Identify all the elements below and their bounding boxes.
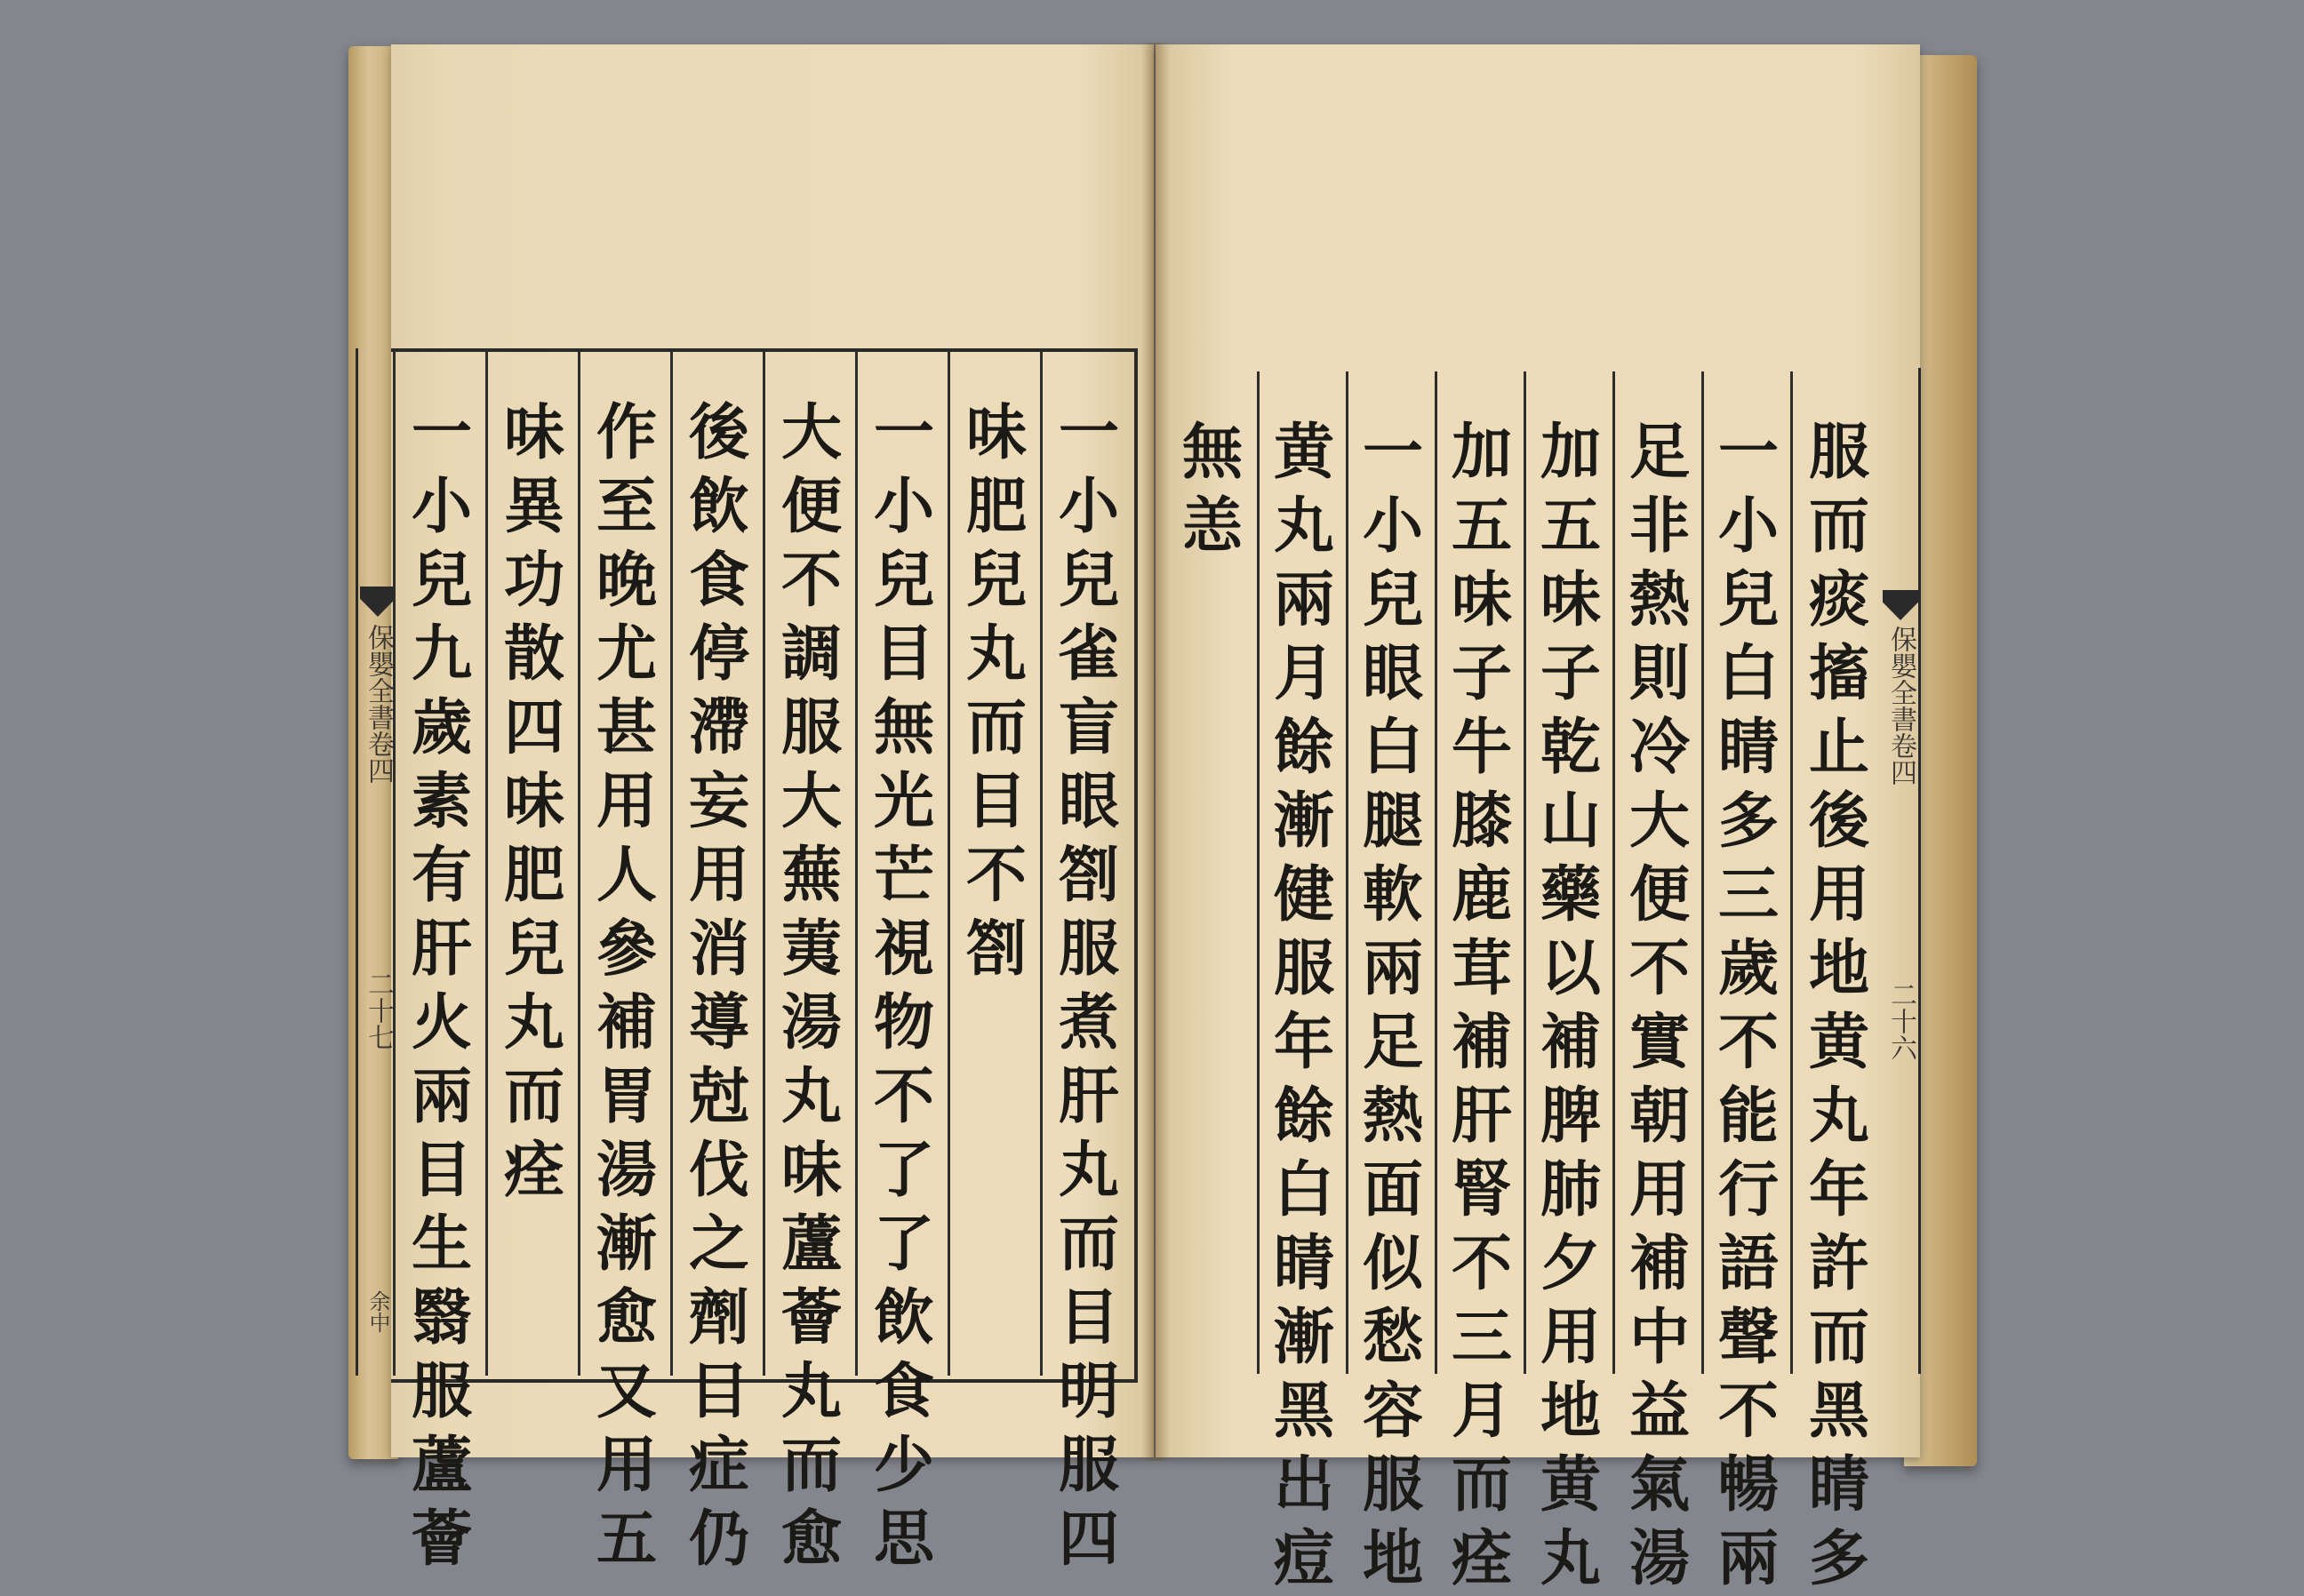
left-spine-strip bbox=[356, 348, 396, 1376]
glyph: 熱 bbox=[1362, 1081, 1423, 1152]
glyph: 便 bbox=[1628, 859, 1690, 930]
glyph: 兒 bbox=[1058, 545, 1119, 616]
glyph: 味 bbox=[965, 397, 1027, 468]
glyph: 伐 bbox=[688, 1135, 749, 1206]
glyph: 五 bbox=[1540, 491, 1601, 562]
glyph: 目 bbox=[965, 766, 1027, 837]
glyph: 地 bbox=[1540, 1376, 1601, 1447]
glyph: 飲 bbox=[873, 1282, 934, 1353]
glyph: 少 bbox=[873, 1430, 934, 1501]
column-text bbox=[1043, 396, 1135, 1576]
glyph: 小 bbox=[411, 471, 472, 542]
glyph: 加 bbox=[1540, 417, 1601, 488]
glyph: 小 bbox=[873, 471, 934, 542]
glyph: 參 bbox=[596, 914, 657, 985]
glyph: 不 bbox=[965, 840, 1027, 911]
glyph: 服 bbox=[780, 692, 842, 763]
glyph: 軟 bbox=[1362, 859, 1423, 930]
left-column-7 bbox=[485, 352, 580, 1376]
glyph: 黑 bbox=[1808, 1376, 1869, 1447]
glyph: 兒 bbox=[1717, 564, 1779, 635]
glyph: 不 bbox=[873, 1061, 934, 1132]
column-text bbox=[1793, 416, 1885, 1596]
glyph: 用 bbox=[1628, 1154, 1690, 1225]
glyph: 茸 bbox=[1451, 933, 1512, 1004]
glyph: 丸 bbox=[1058, 1135, 1119, 1206]
glyph: 年 bbox=[1273, 1007, 1334, 1078]
glyph: 月 bbox=[1451, 1376, 1512, 1447]
fish-tail-mark bbox=[360, 587, 396, 617]
right-column-2 bbox=[1701, 371, 1793, 1594]
column-text bbox=[673, 396, 765, 1576]
glyph: 而 bbox=[1058, 1209, 1119, 1280]
glyph: 白 bbox=[1273, 1154, 1334, 1225]
right-column-8 bbox=[1168, 371, 1257, 1374]
glyph: 歲 bbox=[1717, 933, 1779, 1004]
glyph: 黄 bbox=[1808, 1007, 1869, 1078]
glyph: 黄 bbox=[1540, 1449, 1601, 1520]
glyph: 歲 bbox=[411, 692, 472, 763]
glyph: 黄 bbox=[1273, 417, 1334, 488]
right-columns bbox=[1168, 371, 1883, 1594]
right-column-3 bbox=[1612, 371, 1704, 1594]
glyph: 補 bbox=[596, 987, 657, 1058]
glyph: 目 bbox=[873, 618, 934, 690]
glyph: 劑 bbox=[688, 1282, 749, 1353]
glyph: 丸 bbox=[780, 1061, 842, 1132]
left-column-3 bbox=[855, 352, 950, 1575]
glyph: 容 bbox=[1362, 1376, 1423, 1447]
glyph: 味 bbox=[503, 766, 564, 837]
glyph: 冷 bbox=[1628, 712, 1690, 783]
glyph: 睛 bbox=[1273, 1228, 1334, 1299]
glyph: 非 bbox=[1628, 491, 1690, 562]
glyph: 四 bbox=[503, 692, 564, 763]
glyph: 服 bbox=[1808, 417, 1869, 488]
glyph: 漸 bbox=[1273, 1302, 1334, 1373]
glyph: 痊 bbox=[503, 1135, 564, 1206]
glyph: 兒 bbox=[1362, 564, 1423, 635]
column-text bbox=[1437, 416, 1526, 1596]
glyph: 肝 bbox=[1058, 1061, 1119, 1132]
glyph: 用 bbox=[596, 1430, 657, 1501]
glyph: 消 bbox=[688, 914, 749, 985]
left-column-1 bbox=[1040, 352, 1135, 1575]
glyph: 丸 bbox=[965, 618, 1027, 690]
glyph: 以 bbox=[1540, 933, 1601, 1004]
glyph: 兒 bbox=[411, 545, 472, 616]
fish-tail-mark-right bbox=[1883, 590, 1918, 620]
glyph: 能 bbox=[1717, 1081, 1779, 1152]
glyph: 地 bbox=[1808, 933, 1869, 1004]
glyph: 用 bbox=[596, 766, 657, 837]
right-spine-strip bbox=[1883, 368, 1921, 1374]
glyph: 九 bbox=[411, 618, 472, 690]
glyph: 芒 bbox=[873, 840, 934, 911]
glyph: 痰 bbox=[1808, 564, 1869, 635]
glyph: 子 bbox=[1451, 638, 1512, 709]
glyph: 劄 bbox=[1058, 840, 1119, 911]
glyph: 思 bbox=[873, 1504, 934, 1575]
right-spine-page-number-text: 二十六 bbox=[1885, 981, 1916, 1061]
glyph: 三 bbox=[1451, 1302, 1512, 1373]
left-column-2 bbox=[948, 352, 1043, 1376]
glyph: 味 bbox=[1451, 564, 1512, 635]
glyph: 蕪 bbox=[780, 840, 842, 911]
glyph: 眼 bbox=[1362, 638, 1423, 709]
glyph: 健 bbox=[1273, 859, 1334, 930]
glyph: 了 bbox=[873, 1209, 934, 1280]
glyph: 面 bbox=[1362, 1154, 1423, 1225]
glyph: 火 bbox=[411, 987, 472, 1058]
glyph: 丸 bbox=[780, 1356, 842, 1427]
glyph: 餘 bbox=[1273, 712, 1334, 783]
glyph: 中 bbox=[1628, 1302, 1690, 1373]
glyph: 而 bbox=[503, 1061, 564, 1132]
glyph: 愈 bbox=[780, 1504, 842, 1575]
glyph: 停 bbox=[688, 618, 749, 690]
glyph: 補 bbox=[1540, 1007, 1601, 1078]
right-column-4 bbox=[1524, 371, 1615, 1594]
column-text bbox=[858, 396, 950, 1576]
glyph: 功 bbox=[503, 545, 564, 616]
glyph: 朝 bbox=[1628, 1081, 1690, 1152]
glyph: 丸 bbox=[1273, 491, 1334, 562]
glyph: 熱 bbox=[1628, 564, 1690, 635]
glyph: 兒 bbox=[965, 545, 1027, 616]
glyph: 無 bbox=[1181, 417, 1243, 488]
glyph: 不 bbox=[780, 545, 842, 616]
glyph: 兒 bbox=[503, 914, 564, 985]
glyph: 黑 bbox=[1273, 1376, 1334, 1447]
glyph: 鹿 bbox=[1451, 859, 1512, 930]
glyph: 一 bbox=[411, 397, 472, 468]
glyph: 五 bbox=[596, 1504, 657, 1575]
column-text bbox=[580, 396, 673, 1576]
glyph: 實 bbox=[1628, 1007, 1690, 1078]
glyph: 愈 bbox=[596, 1282, 657, 1353]
glyph: 生 bbox=[411, 1209, 472, 1280]
column-text bbox=[488, 396, 580, 1208]
glyph: 異 bbox=[503, 471, 564, 542]
glyph: 似 bbox=[1362, 1228, 1423, 1299]
left-spine-page-number-text: 二十七 bbox=[363, 970, 394, 1050]
right-spine-page-number bbox=[1884, 981, 1916, 1061]
glyph: 行 bbox=[1717, 1154, 1779, 1225]
glyph: 腎 bbox=[1451, 1154, 1512, 1225]
glyph: 食 bbox=[688, 545, 749, 616]
glyph: 恙 bbox=[1181, 491, 1243, 562]
glyph: 湯 bbox=[596, 1135, 657, 1206]
glyph: 多 bbox=[1717, 786, 1779, 857]
left-spine-page-number bbox=[362, 970, 394, 1050]
glyph: 漸 bbox=[596, 1209, 657, 1280]
glyph: 之 bbox=[688, 1209, 749, 1280]
glyph: 不 bbox=[1717, 1007, 1779, 1078]
glyph: 止 bbox=[1808, 712, 1869, 783]
glyph: 目 bbox=[411, 1135, 472, 1206]
glyph: 兩 bbox=[411, 1061, 472, 1132]
glyph: 兩 bbox=[1362, 933, 1423, 1004]
glyph: 大 bbox=[1628, 786, 1690, 857]
glyph: 妄 bbox=[688, 766, 749, 837]
glyph: 足 bbox=[1362, 1007, 1423, 1078]
glyph: 肝 bbox=[1451, 1081, 1512, 1152]
glyph: 山 bbox=[1540, 786, 1601, 857]
left-spine-title bbox=[362, 624, 394, 784]
glyph: 搐 bbox=[1808, 638, 1869, 709]
left-column-5 bbox=[670, 352, 765, 1575]
glyph: 物 bbox=[873, 987, 934, 1058]
glyph: 出 bbox=[1273, 1449, 1334, 1520]
glyph: 大 bbox=[780, 766, 842, 837]
column-text bbox=[1260, 416, 1348, 1596]
glyph: 湯 bbox=[780, 987, 842, 1058]
glyph: 尤 bbox=[596, 618, 657, 690]
glyph: 症 bbox=[688, 1430, 749, 1501]
glyph: 地 bbox=[1362, 1523, 1423, 1594]
left-columns bbox=[393, 352, 1136, 1575]
glyph: 則 bbox=[1628, 638, 1690, 709]
column-text bbox=[765, 396, 858, 1576]
glyph: 翳 bbox=[411, 1282, 472, 1353]
right-column-1 bbox=[1790, 371, 1885, 1594]
right-column-6 bbox=[1346, 371, 1437, 1594]
glyph: 夕 bbox=[1540, 1228, 1601, 1299]
glyph: 一 bbox=[1362, 417, 1423, 488]
glyph: 睛 bbox=[1717, 712, 1779, 783]
glyph: 丸 bbox=[503, 987, 564, 1058]
glyph: 服 bbox=[411, 1356, 472, 1427]
glyph: 一 bbox=[1717, 417, 1779, 488]
glyph: 小 bbox=[1362, 491, 1423, 562]
glyph: 又 bbox=[596, 1356, 657, 1427]
glyph: 牛 bbox=[1451, 712, 1512, 783]
glyph: 一 bbox=[873, 397, 934, 468]
glyph: 光 bbox=[873, 766, 934, 837]
glyph: 有 bbox=[411, 840, 472, 911]
glyph: 調 bbox=[780, 618, 842, 690]
glyph: 肺 bbox=[1540, 1154, 1601, 1225]
right-column-7 bbox=[1257, 371, 1348, 1594]
glyph: 乾 bbox=[1540, 712, 1601, 783]
column-text bbox=[1526, 416, 1615, 1596]
glyph: 便 bbox=[780, 471, 842, 542]
glyph: 了 bbox=[873, 1135, 934, 1206]
left-column-6 bbox=[578, 352, 673, 1575]
glyph: 大 bbox=[780, 397, 842, 468]
glyph: 湯 bbox=[1628, 1523, 1690, 1594]
glyph: 一 bbox=[1058, 397, 1119, 468]
left-spine-carver bbox=[362, 1290, 394, 1333]
glyph: 兩 bbox=[1717, 1523, 1779, 1594]
glyph: 五 bbox=[1451, 491, 1512, 562]
glyph: 晚 bbox=[596, 545, 657, 616]
glyph: 兩 bbox=[1273, 564, 1334, 635]
glyph: 作 bbox=[596, 397, 657, 468]
right-column-5 bbox=[1435, 371, 1526, 1594]
glyph: 劄 bbox=[965, 914, 1027, 985]
glyph: 而 bbox=[1451, 1449, 1512, 1520]
glyph: 荑 bbox=[780, 914, 842, 985]
glyph: 服 bbox=[1273, 933, 1334, 1004]
glyph: 膝 bbox=[1451, 786, 1512, 857]
column-text bbox=[1348, 416, 1437, 1596]
glyph: 薈 bbox=[780, 1282, 842, 1353]
glyph: 煮 bbox=[1058, 987, 1119, 1058]
glyph: 許 bbox=[1808, 1228, 1869, 1299]
glyph: 味 bbox=[1540, 564, 1601, 635]
glyph: 痘 bbox=[1273, 1523, 1334, 1594]
glyph: 三 bbox=[1717, 859, 1779, 930]
glyph: 肥 bbox=[965, 471, 1027, 542]
glyph: 肥 bbox=[503, 840, 564, 911]
glyph: 用 bbox=[1808, 859, 1869, 930]
column-text bbox=[1168, 416, 1257, 563]
glyph: 腿 bbox=[1362, 786, 1423, 857]
glyph: 服 bbox=[1058, 1430, 1119, 1501]
glyph: 用 bbox=[688, 840, 749, 911]
glyph: 盲 bbox=[1058, 692, 1119, 763]
column-text bbox=[396, 396, 488, 1576]
glyph: 年 bbox=[1808, 1154, 1869, 1225]
glyph: 加 bbox=[1451, 417, 1512, 488]
glyph: 丸 bbox=[1540, 1523, 1601, 1594]
glyph: 多 bbox=[1808, 1523, 1869, 1594]
glyph: 不 bbox=[1628, 933, 1690, 1004]
glyph: 散 bbox=[503, 618, 564, 690]
glyph: 聲 bbox=[1717, 1302, 1779, 1373]
glyph: 氣 bbox=[1628, 1449, 1690, 1520]
glyph: 服 bbox=[1058, 914, 1119, 985]
book-gutter bbox=[1141, 43, 1170, 1461]
glyph: 仍 bbox=[688, 1504, 749, 1575]
glyph: 睛 bbox=[1808, 1449, 1869, 1520]
glyph: 滯 bbox=[688, 692, 749, 763]
glyph: 目 bbox=[1058, 1282, 1119, 1353]
glyph: 無 bbox=[873, 692, 934, 763]
column-text bbox=[1615, 416, 1704, 1596]
glyph: 而 bbox=[1808, 491, 1869, 562]
glyph: 白 bbox=[1362, 712, 1423, 783]
glyph: 小 bbox=[1058, 471, 1119, 542]
glyph: 肝 bbox=[411, 914, 472, 985]
glyph: 語 bbox=[1717, 1228, 1779, 1299]
glyph: 補 bbox=[1451, 1007, 1512, 1078]
glyph: 甚 bbox=[596, 692, 657, 763]
glyph: 四 bbox=[1058, 1504, 1119, 1575]
glyph: 而 bbox=[965, 692, 1027, 763]
glyph: 藥 bbox=[1540, 859, 1601, 930]
glyph: 月 bbox=[1273, 638, 1334, 709]
left-column-8 bbox=[393, 352, 488, 1575]
glyph: 味 bbox=[780, 1135, 842, 1206]
glyph: 胃 bbox=[596, 1061, 657, 1132]
glyph: 視 bbox=[873, 914, 934, 985]
glyph: 兒 bbox=[873, 545, 934, 616]
glyph: 痊 bbox=[1451, 1523, 1512, 1594]
glyph: 暢 bbox=[1717, 1449, 1779, 1520]
glyph: 蘆 bbox=[411, 1430, 472, 1501]
right-spine-title-text: 保嬰全書卷四 bbox=[1885, 626, 1916, 786]
glyph: 補 bbox=[1628, 1228, 1690, 1299]
glyph: 不 bbox=[1451, 1228, 1512, 1299]
left-column-4 bbox=[763, 352, 858, 1575]
glyph: 目 bbox=[688, 1356, 749, 1427]
column-text bbox=[1704, 416, 1793, 1596]
glyph: 尅 bbox=[688, 1061, 749, 1132]
left-spine-title-text: 保嬰全書卷四 bbox=[363, 624, 394, 784]
glyph: 後 bbox=[688, 397, 749, 468]
glyph: 漸 bbox=[1273, 786, 1334, 857]
glyph: 丸 bbox=[1808, 1081, 1869, 1152]
glyph: 小 bbox=[1717, 491, 1779, 562]
glyph: 脾 bbox=[1540, 1081, 1601, 1152]
glyph: 而 bbox=[780, 1430, 842, 1501]
glyph: 不 bbox=[1717, 1376, 1779, 1447]
glyph: 雀 bbox=[1058, 618, 1119, 690]
glyph: 明 bbox=[1058, 1356, 1119, 1427]
glyph: 素 bbox=[411, 766, 472, 837]
glyph: 而 bbox=[1808, 1302, 1869, 1373]
glyph: 益 bbox=[1628, 1376, 1690, 1447]
glyph: 蘆 bbox=[780, 1209, 842, 1280]
column-text bbox=[950, 396, 1043, 986]
left-spine-carver-text: 余中 bbox=[365, 1290, 390, 1333]
glyph: 導 bbox=[688, 987, 749, 1058]
glyph: 用 bbox=[1540, 1302, 1601, 1373]
glyph: 白 bbox=[1717, 638, 1779, 709]
glyph: 愁 bbox=[1362, 1302, 1423, 1373]
glyph: 足 bbox=[1628, 417, 1690, 488]
glyph: 至 bbox=[596, 471, 657, 542]
right-spine-title bbox=[1884, 626, 1916, 786]
glyph: 子 bbox=[1540, 638, 1601, 709]
glyph: 服 bbox=[1362, 1449, 1423, 1520]
glyph: 薈 bbox=[411, 1504, 472, 1575]
glyph: 人 bbox=[596, 840, 657, 911]
glyph: 味 bbox=[503, 397, 564, 468]
glyph: 飲 bbox=[688, 471, 749, 542]
glyph: 食 bbox=[873, 1356, 934, 1427]
glyph: 後 bbox=[1808, 786, 1869, 857]
glyph: 餘 bbox=[1273, 1081, 1334, 1152]
glyph: 眼 bbox=[1058, 766, 1119, 837]
